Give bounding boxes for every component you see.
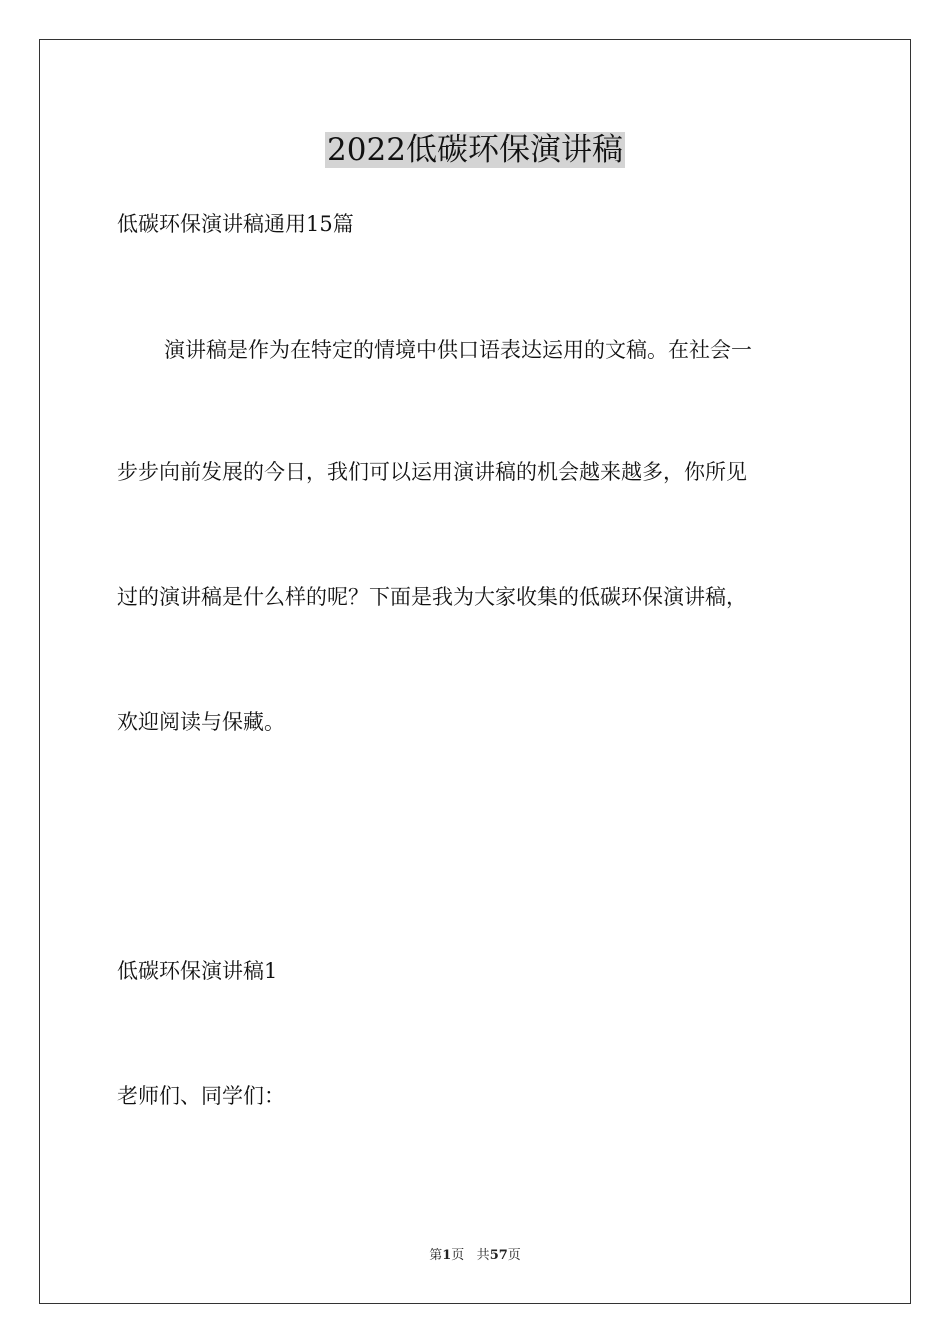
salutation: 老师们、同学们： [117, 1084, 285, 1108]
footer-page-prefix: 第 [429, 1248, 443, 1263]
section-heading: 低碳环保演讲稿1 [117, 959, 278, 983]
footer-total-prefix: 共 [476, 1248, 490, 1263]
intro-line-1: 演讲稿是作为在特定的情境中供口语表达运用的文稿。在社会一 [164, 338, 752, 362]
footer-total-suffix: 页 [507, 1248, 521, 1263]
document-title-text: 2022低碳环保演讲稿 [327, 132, 623, 168]
intro-line-4: 欢迎阅读与保藏。 [117, 710, 285, 734]
intro-line-2: 步步向前发展的今日，我们可以运用演讲稿的机会越来越多，你所见 [117, 460, 747, 484]
document-title [0, 128, 950, 172]
footer-page-suffix: 页 [451, 1248, 465, 1263]
footer-page-number: 1 [442, 1248, 452, 1263]
page-footer [0, 1247, 950, 1265]
footer-total-pages: 57 [489, 1248, 508, 1263]
intro-line-3: 过的演讲稿是什么样的呢？下面是我为大家收集的低碳环保演讲稿， [117, 585, 747, 609]
document-subtitle: 低碳环保演讲稿通用15篇 [117, 212, 354, 236]
